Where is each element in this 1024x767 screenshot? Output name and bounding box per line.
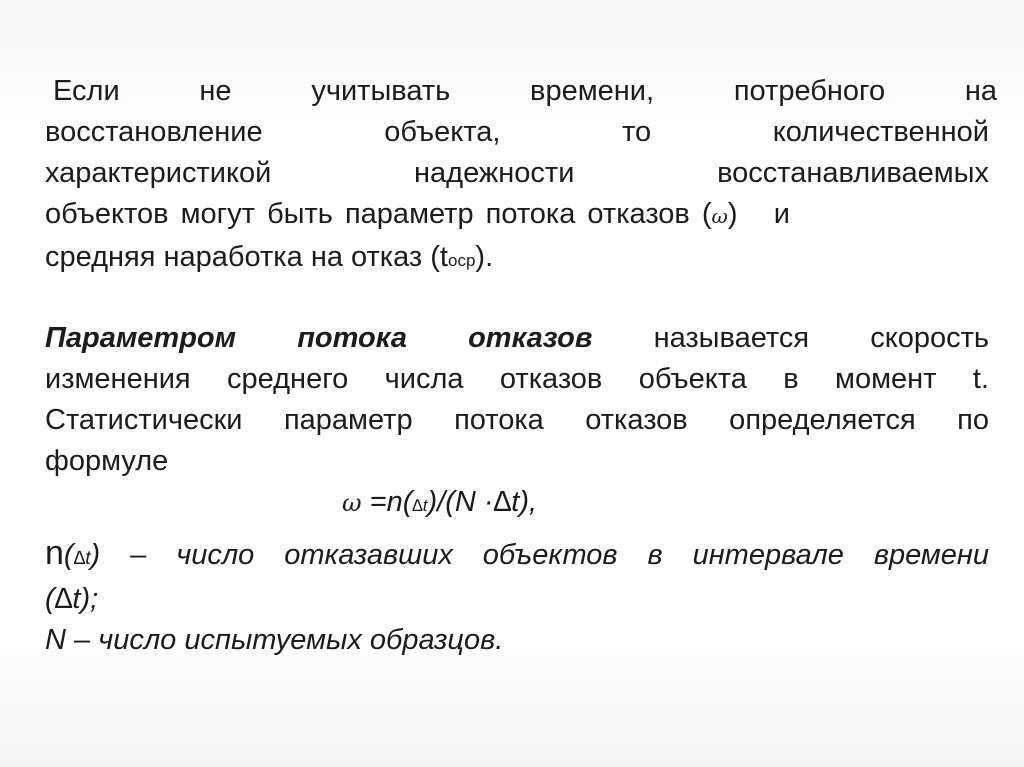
n-symbol: n <box>45 534 64 572</box>
word: учитывать <box>311 75 451 107</box>
paragraph-definition <box>45 318 989 482</box>
intro-line-4-end: ) и <box>727 198 790 230</box>
formula-delta-t: ∆t <box>412 496 428 515</box>
variable-definitions <box>45 533 989 661</box>
word: на <box>964 75 998 107</box>
intro-line-5-text: средняя наработка на отказ (t <box>45 241 448 273</box>
word: Если <box>53 75 120 107</box>
term-bold-italic: Параметром потока отказов <box>45 322 593 354</box>
intro-line-4-text: объектов могут быть параметр потока отказов ( <box>45 198 712 230</box>
word: восстановление <box>45 116 263 148</box>
word: надежности <box>414 157 575 189</box>
paragraph-intro <box>45 71 997 112</box>
delta-t: ∆t <box>73 548 91 569</box>
def-n <box>45 533 989 579</box>
paren-open: ( <box>63 539 74 571</box>
formula <box>342 482 537 526</box>
word: количественной <box>772 116 989 148</box>
definition-line-4: формуле <box>45 445 169 477</box>
intro-line-4 <box>45 194 989 237</box>
intro-line-5 <box>45 237 989 281</box>
paragraph-intro-cont <box>45 112 989 281</box>
word: не <box>199 75 232 107</box>
formula-eq: =n( <box>361 486 413 518</box>
word: времени, <box>530 75 655 107</box>
intro-line-5-end: ). <box>475 241 494 273</box>
intro-line-1 <box>53 71 997 112</box>
word: характеристикой <box>45 157 272 189</box>
definition-line-2: изменения среднего числа отказов объекта в момент t. <box>45 363 989 395</box>
word: то <box>622 116 652 148</box>
definition-line-3: Статистически параметр потока отказов определяется по <box>45 404 989 436</box>
word: потребного <box>733 75 886 107</box>
word: объекта, <box>384 116 501 148</box>
word: восстанавливаемых <box>717 157 990 189</box>
def-N: N – число испытуемых образцов. <box>45 624 504 656</box>
formula-rest: )/(N ·∆t), <box>427 486 538 518</box>
def-n-text: ) – число отказавших объектов в интервале времени <box>90 539 989 571</box>
omega-symbol: ω <box>711 204 728 228</box>
omega-symbol: ω <box>342 489 362 517</box>
definition-line-1-rest: называется скорость <box>592 322 989 354</box>
intro-line-3 <box>45 153 989 194</box>
definition-line-1 <box>45 318 989 359</box>
t-ocp-subscript: оср <box>447 251 476 270</box>
intro-line-2 <box>45 112 989 153</box>
def-n-cont: (∆t); <box>45 583 99 615</box>
